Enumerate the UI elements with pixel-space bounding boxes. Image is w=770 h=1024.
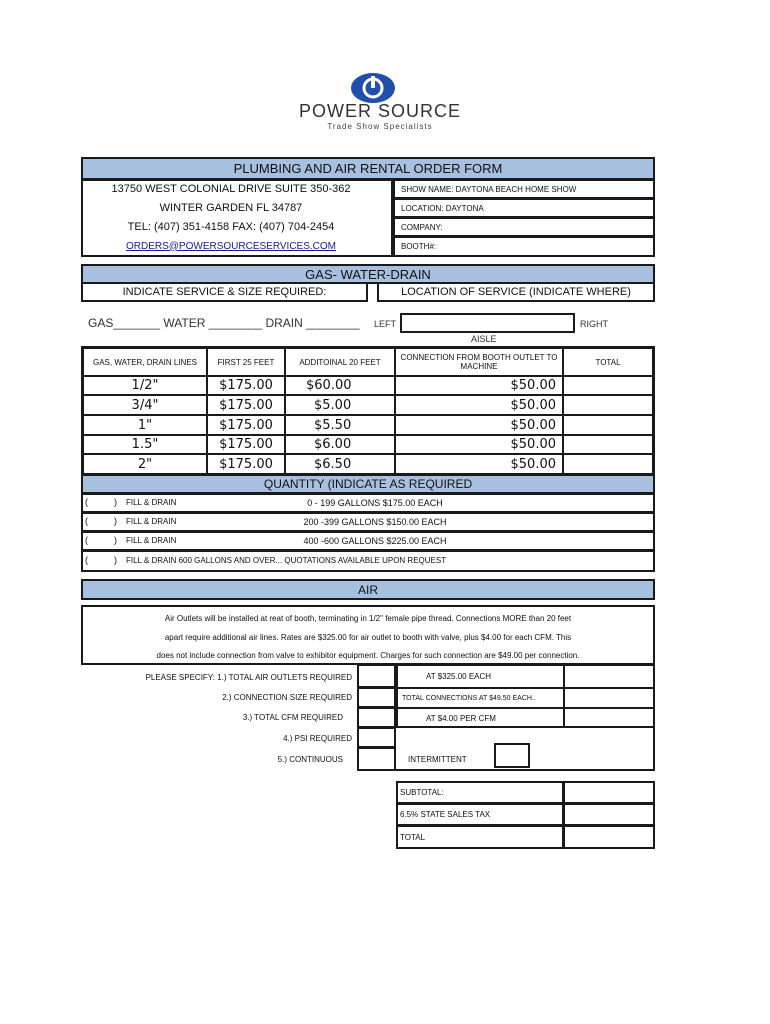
row-first: $175.00 <box>207 415 285 435</box>
row-connection: $50.00 <box>395 395 563 415</box>
fill-drain-desc: 0 - 199 GALLONS $175.00 EACH <box>307 498 443 508</box>
intermittent-checkbox[interactable] <box>494 743 530 768</box>
row-total[interactable] <box>563 415 653 435</box>
paren-open: ( <box>85 555 88 565</box>
aisle-label: AISLE <box>471 334 497 344</box>
air-price-divider <box>396 707 655 709</box>
show-name-field[interactable]: SHOW NAME: DAYTONA BEACH HOME SHOW <box>393 179 655 199</box>
row-additional: $6.00 <box>285 435 395 454</box>
row-connection: $50.00 <box>395 454 563 474</box>
total-label: TOTAL <box>396 825 564 849</box>
air-p3: AT $4.00 PER CFM <box>426 713 496 723</box>
fill-drain-desc: 400 -600 GALLONS $225.00 EACH <box>303 536 447 546</box>
row-total[interactable] <box>563 376 653 395</box>
indicate-service-label: INDICATE SERVICE & SIZE REQUIRED: <box>81 283 368 302</box>
row-total[interactable] <box>563 395 653 415</box>
row-connection: $50.00 <box>395 415 563 435</box>
air-note-3: does not include connection from valve to exhibitor equipment. Charges for such connection are $49.00 per connection. <box>156 650 580 660</box>
quantity-header: QUANTITY (INDICATE AS REQUIRED <box>81 474 655 494</box>
air-q4: 4.) PSI REQUIRED <box>283 733 352 743</box>
row-size: 1" <box>83 415 207 435</box>
left-label: LEFT <box>374 319 397 329</box>
fill-drain-desc: 200 -399 GALLONS $150.00 EACH <box>303 517 447 527</box>
air-q1: PLEASE SPECIFY: 1.) TOTAL AIR OUTLETS REQUIRED <box>145 672 352 682</box>
air-q3: 3.) TOTAL CFM REQUIRED <box>242 712 343 722</box>
booth-field[interactable]: BOOTH#: <box>393 236 655 257</box>
air-p1: AT $325.00 EACH <box>426 671 492 681</box>
address-line-2: WINTER GARDEN FL 34787 <box>159 202 303 214</box>
connection-size-input[interactable] <box>357 687 396 708</box>
header-connection: CONNECTION FROM BOOTH OUTLET TO MACHINE <box>395 348 563 376</box>
total-field[interactable] <box>563 825 655 849</box>
air-note-1: Air Outlets will be installed at reat of booth, terminating in 1/2" female pipe thread. Connections MORE than 20 feet <box>164 613 572 623</box>
row-first: $175.00 <box>207 395 285 415</box>
location-service-label: LOCATION OF SERVICE (INDICATE WHERE) <box>377 283 655 302</box>
tax-field[interactable] <box>563 803 655 826</box>
brand-name: POWER SOURCE <box>298 100 461 121</box>
psi-input[interactable] <box>357 727 396 748</box>
air-p2: TOTAL CONNECTIONS AT $49.50 EACH.. <box>402 694 536 702</box>
header-first-25: FIRST 25 FEET <box>207 348 285 376</box>
row-size: 1.5" <box>83 435 207 454</box>
logo <box>270 70 490 132</box>
tax-label: 6.5% STATE SALES TAX <box>396 803 564 826</box>
row-size: 2" <box>83 454 207 474</box>
header-total: TOTAL <box>563 348 653 376</box>
fill-drain-label: FILL & DRAIN 600 GALLONS AND OVER... QUOTATIONS AVAILABLE UPON REQUEST <box>126 556 447 565</box>
air-price-divider <box>396 687 655 689</box>
row-total[interactable] <box>563 454 653 474</box>
paren-close: ) <box>114 497 117 507</box>
fill-drain-label: FILL & DRAIN <box>126 536 177 545</box>
header-additional-20: ADDITOINAL 20 FEET <box>285 348 395 376</box>
row-additional: $60.00 <box>285 376 395 395</box>
air-outlets-input[interactable] <box>357 664 396 688</box>
row-total[interactable] <box>563 435 653 454</box>
air-q2: 2.) CONNECTION SIZE REQUIRED <box>222 692 352 702</box>
email-link[interactable]: ORDERS@POWERSOURCESERVICES.COM <box>126 240 336 252</box>
company-field[interactable]: COMPANY: <box>393 217 655 237</box>
right-label: RIGHT <box>580 319 608 329</box>
row-size: 3/4" <box>83 395 207 415</box>
row-additional: $6.50 <box>285 454 395 474</box>
header-lines: GAS, WATER, DRAIN LINES <box>83 348 207 376</box>
gas-water-drain-line[interactable]: GAS_______ WATER ________ DRAIN ________ <box>88 316 360 330</box>
fill-drain-label: FILL & DRAIN <box>126 517 177 526</box>
air-header: AIR <box>81 579 655 600</box>
paren-open: ( <box>85 516 88 526</box>
gas-water-drain-header: GAS- WATER-DRAIN <box>81 264 655 284</box>
row-size: 1/2" <box>83 376 207 395</box>
row-first: $175.00 <box>207 435 285 454</box>
phone-fax: TEL: (407) 351-4158 FAX: (407) 704-2454 <box>127 221 335 233</box>
power-icon <box>350 72 396 104</box>
row-first: $175.00 <box>207 376 285 395</box>
row-additional: $5.50 <box>285 415 395 435</box>
fill-drain-label: FILL & DRAIN <box>126 498 177 507</box>
location-input-box[interactable] <box>400 313 575 333</box>
subtotal-label: SUBTOTAL: <box>396 781 564 804</box>
cfm-input[interactable] <box>357 707 396 728</box>
row-additional: $5.00 <box>285 395 395 415</box>
air-note-2: apart require additional air lines. Rates are $325.00 for air outlet to booth with valve, plus $4.00 for each CFM. This <box>164 632 572 642</box>
paren-close: ) <box>114 555 117 565</box>
row-first: $175.00 <box>207 454 285 474</box>
brand-tagline: Trade Show Specialists <box>327 121 433 131</box>
paren-close: ) <box>114 516 117 526</box>
intermittent-label: INTERMITTENT <box>408 755 467 764</box>
row-connection: $50.00 <box>395 376 563 395</box>
air-price-col-divider <box>563 664 565 728</box>
paren-open: ( <box>85 497 88 507</box>
location-field[interactable]: LOCATION: DAYTONA <box>393 198 655 218</box>
paren-close: ) <box>114 535 117 545</box>
row-connection: $50.00 <box>395 435 563 454</box>
paren-open: ( <box>85 535 88 545</box>
subtotal-field[interactable] <box>563 781 655 804</box>
air-q5: 5.) CONTINUOUS <box>277 754 343 764</box>
form-title: PLUMBING AND AIR RENTAL ORDER FORM <box>81 157 655 180</box>
continuous-input[interactable] <box>357 747 396 771</box>
address-line-1: 13750 WEST COLONIAL DRIVE SUITE 350-362 <box>111 183 351 195</box>
